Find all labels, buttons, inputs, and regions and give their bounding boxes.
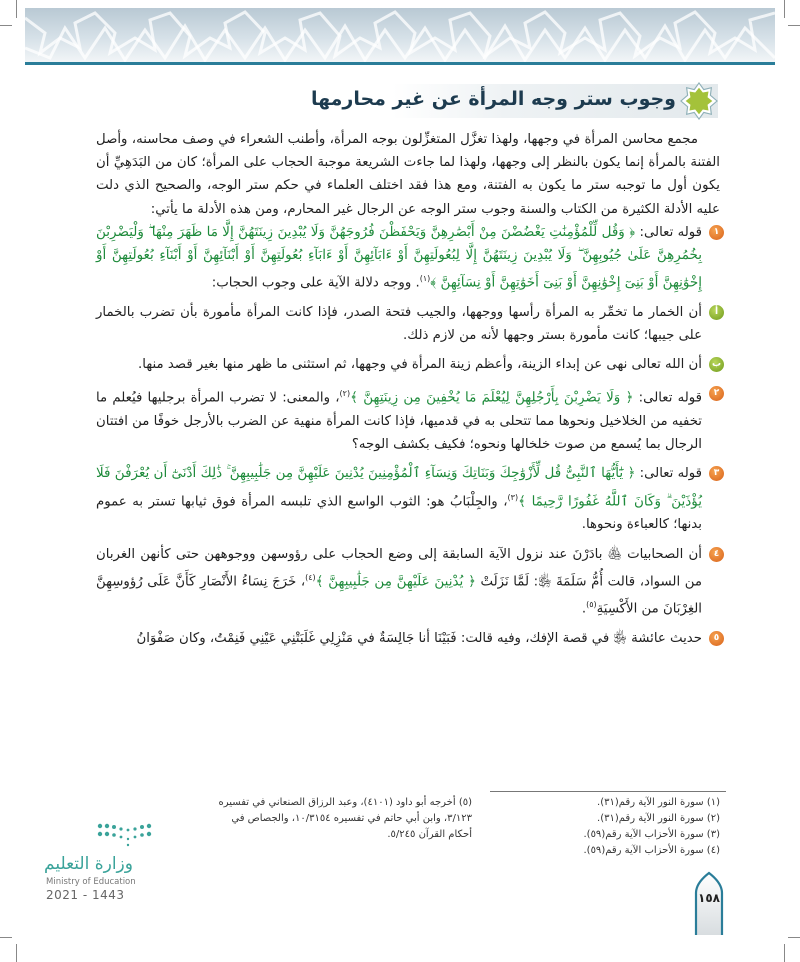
- ministry-name-english: Ministry of Education: [46, 877, 136, 887]
- edition-year: 2021 - 1443: [46, 888, 125, 902]
- sub-item-b: [96, 353, 720, 376]
- footnotes-left-column: [210, 795, 472, 843]
- item-2-quran-verse: ﴿ وَلَا يَضْرِبْنَ بِأَرْجُلِهِنَّ لِيُعْلَمَ مَا يُخْفِينَ مِن زِينَتِهِنَّ ﴾: [350, 389, 634, 406]
- crop-mark: [16, 944, 17, 962]
- footnote-divider: [490, 791, 726, 792]
- sub-item-b-text: أن الله تعالى نهى عن إبداء الزينة، وأعظم زينة المرأة في وجهها، ثم استثنى ما ظهر منها بغير قصد منها.: [138, 357, 702, 373]
- letter-badge-a: أ: [709, 305, 724, 320]
- ministry-name-arabic: وزارة التعليم: [44, 854, 133, 874]
- item-4-tail-end: .: [581, 601, 587, 617]
- evidence-item-3: [96, 462, 720, 536]
- item-2-tail: ، والمعنى: لا تضرب المرأة برجليها فيُعلم ما تخفيه من الخلاخيل ونحوها مما تتحلى به في قدميها، فإذا كانت المرأة منهية عن الضرب بالأرجل خوفًا من افتتان الرجال بما يُسمع من صوت خلخالها ونحوه؛ فكيف بكشف الوجه؟: [96, 390, 702, 453]
- header-pattern-band: [25, 8, 775, 63]
- item-4-lead: أن الصحابيات ﵅ بادَرْنَ عند نزول الآية السابقة إلى وضع الحجاب على رؤوسهن ووجوههن حتى كأنهن الغربان من السواد، قالت أُمُّ سَلَمَةَ ﵂: لَمَّا نَزَلَتْ: [96, 546, 702, 590]
- footnote-5: (٥) أخرجه أبو داود (٤١٠١)، وعبد الرزاق الصنعاني في تفسيره ٣/١٢٣، وابن أبي حاتم في تفسيره ١٠/٣١٥٤، والجصاص في أحكام القرآن ٥/٢٤٥.: [218, 797, 472, 840]
- item-3-tail: ، والجِلْبَابُ هو: الثوب الواسع الذي تلبسه المرأة فوق ثيابها تستر به عموم بدنها؛ كالعباءة ونحوها.: [96, 494, 702, 533]
- section-title-bar: [310, 84, 718, 118]
- item-3-lead: قوله تعالى:: [635, 466, 703, 482]
- item-2-lead: قوله تعالى:: [633, 390, 702, 406]
- footnote-2: (٢) سورة النور الآية رقم(٣١).: [597, 813, 720, 824]
- ministry-logo: [38, 822, 158, 902]
- section-title: وجوب ستر وجه المرأة عن غير محارمها: [310, 88, 676, 110]
- crop-mark: [0, 937, 12, 938]
- number-badge-1: ١: [709, 225, 724, 240]
- footnote-1: (١) سورة النور الآية رقم(٣١).: [597, 797, 720, 808]
- header-rule: [25, 62, 775, 65]
- footnote-ref-3[interactable]: (٣): [507, 492, 519, 502]
- evidence-item-4: [96, 543, 720, 621]
- sub-item-a: [96, 301, 720, 347]
- footnote-ref-5[interactable]: (٥): [586, 600, 597, 610]
- item-5-lead: حديث عائشة ﵂ في قصة الإفك، وفيه قالت: فَبَيْنَا أنا جَالِسَةٌ في مَنْزِلِي غَلَبَتْنِي عَيْنِي فَنِمْتُ، وكان صَفْوَانُ: [136, 630, 702, 646]
- evidence-item-5: [96, 627, 720, 650]
- footnote-ref-1[interactable]: (١): [419, 274, 431, 284]
- evidence-item-1: [96, 221, 720, 295]
- number-badge-5: ٥: [709, 631, 724, 646]
- footnote-ref-4[interactable]: (٤): [305, 572, 316, 582]
- crop-mark: [784, 944, 785, 962]
- footnote-4: (٤) سورة الأحزاب الآية رقم(٥٩).: [583, 845, 720, 856]
- item-1-lead: قوله تعالى:: [635, 224, 703, 240]
- crop-mark: [788, 937, 800, 938]
- intro-paragraph: مجمع محاسن المرأة في وجهها، ولهذا تغزَّل المتغزِّلون بوجه المرأة، وأطنب الشعراء في وصف محاسنه، وأصل الفتنة بالمرأة إنما يكون بالنظر إلى وجهها، ولهذا لما جاءت الشريعة موجبة الحجاب على المرأة؛ كان من البَدَهِيِّ أن يكون أول ما توجبه ستر ما يكون به الفتنة، ومع هذا فقد اختلف العلماء في حكم ستر الوجه، والصحيح الذي دلت عليه الأدلة الكثيرة من الكتاب والسنة وجوب ستر الوجه عن الرجال غير المحارم، ومن هذه الأدلة ما يأتي:: [96, 132, 720, 217]
- crop-mark: [16, 0, 17, 18]
- item-1-tail: . ووجه دلالة الآية على وجوب الحجاب:: [211, 275, 420, 291]
- crop-mark: [784, 0, 785, 18]
- page-number: ١٥٨: [698, 891, 720, 905]
- number-badge-4: ٤: [709, 547, 724, 562]
- page-number-tab: [694, 871, 724, 935]
- letter-badge-b: ب: [709, 357, 724, 372]
- evidence-item-2: [96, 382, 720, 456]
- islamic-lattice-pattern-icon: [25, 8, 775, 63]
- number-badge-3: ٣: [709, 466, 724, 481]
- crop-mark: [0, 25, 12, 26]
- footnote-ref-2[interactable]: (٢): [339, 389, 351, 399]
- ministry-dots-logo-icon: [96, 822, 156, 848]
- item-4-quran-verse: ﴿ يُدْنِينَ عَلَيْهِنَّ مِن جَلَٰبِيبِهِنَّ ﴾: [315, 573, 476, 590]
- item-1-quran-verse: ﴿ وَقُل لِّلْمُؤْمِنَٰتِ يَغْضُضْنَ مِنْ أَبْصَٰرِهِنَّ وَيَحْفَظْنَ فُرُوجَهُنَّ وَلَا يُبْدِينَ زِينَتَهُنَّ إِلَّا مَا ظَهَرَ مِنْهَا ۖ وَلْيَضْرِبْنَ بِخُمُرِهِنَّ عَلَىٰ جُيُوبِهِنَّ ۖ وَلَا يُبْدِينَ زِينَتَهُنَّ إِلَّا لِبُعُولَتِهِنَّ أَوْ ءَابَآئِهِنَّ أَوْ ءَابَآءِ بُعُولَتِهِنَّ أَوْ أَبْنَآئِهِنَّ أَوْ أَبْنَآءِ بُعُولَتِهِنَّ أَوْ إِخْوَٰنِهِنَّ أَوْ بَنِىٓ إِخْوَٰنِهِنَّ أَوْ بَنِىٓ أَخَوَٰتِهِنَّ أَوْ نِسَآئِهِنَّ ﴾: [96, 223, 702, 291]
- item-3-quran-verse: ﴿ يَٰٓأَيُّهَا ٱلنَّبِىُّ قُل لِّأَزْوَٰجِكَ وَبَنَاتِكَ وَنِسَآءِ ٱلْمُؤْمِنِينَ يُدْنِينَ عَلَيْهِنَّ مِن جَلَٰبِيبِهِنَّ ۚ ذَٰلِكَ أَدْنَىٰٓ أَن يُعْرَفْنَ فَلَا يُؤْذَيْنَ ۗ وَكَانَ ٱللَّهُ غَفُورًا رَّحِيمًا ﴾: [96, 465, 702, 510]
- number-badge-2: ٢: [709, 386, 724, 401]
- item-4-tail: ، خَرَجَ نِسَاءُ الأَنْصَارِ كَأَنَّ عَلَى رُؤوسِهِنَّ الغِرْبَانَ من الأَكْسِيَةِ: [96, 574, 702, 617]
- crop-mark: [788, 25, 800, 26]
- main-content: [96, 128, 720, 650]
- footnote-3: (٣) سورة الأحزاب الآية رقم(٥٩).: [583, 829, 720, 840]
- footnotes-right-column: [484, 795, 720, 859]
- sub-item-a-text: أن الخمار ما تخمِّر به المرأة رأسها ووجهها، والجيب فتحة الصدر، فإذا كانت المرأة مأمورة بأن تضرب بالخمار على جيبها؛ كانت مأمورة بستر وجهها لأنه من لازم ذلك.: [96, 304, 702, 344]
- green-star-badge-icon: [680, 82, 718, 120]
